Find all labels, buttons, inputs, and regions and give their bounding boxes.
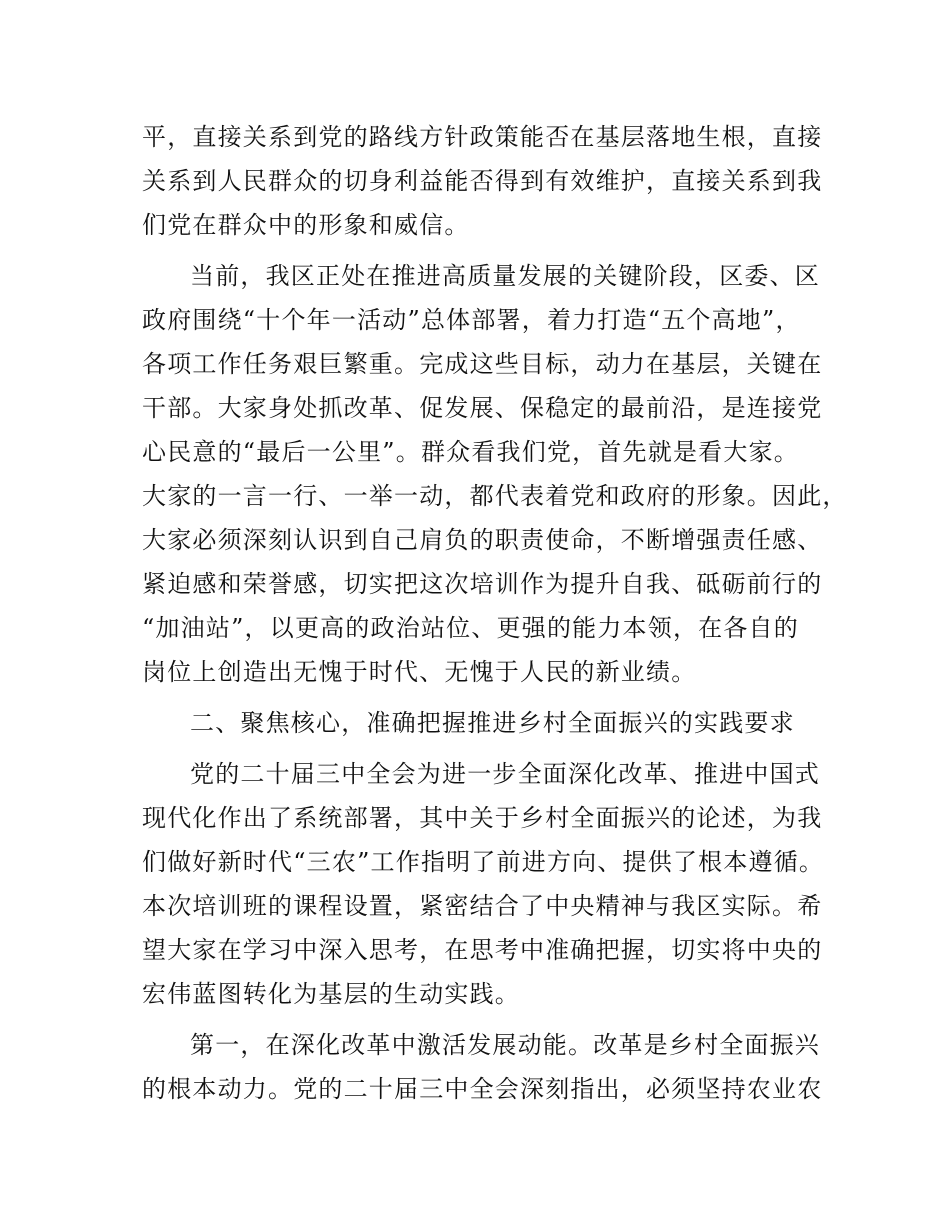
text-line: 当前，我区正处在推进高质量发展的关键阶段，区委、区 [190,262,820,290]
text-line: 第一，在深化改革中激活发展动能。改革是乡村全面振兴 [190,1031,820,1059]
text-line: 的根本动力。党的二十届三中全会深刻指出，必须坚持农业农 [142,1075,823,1103]
section-heading: 二、聚焦核心，准确把握推进乡村全面振兴的实践要求 [190,709,795,737]
text-line: 党的二十届三中全会为进一步全面深化改革、推进中国式 [190,760,820,788]
text-line: 关系到人民群众的切身利益能否得到有效维护，直接关系到我 [142,167,823,195]
text-line: 各项工作任务艰巨繁重。完成这些目标，动力在基层，关键在 [142,350,823,378]
text-line: 干部。大家身处抓改革、促发展、保稳定的最前沿，是连接党 [142,394,823,422]
text-line: 心民意的“最后一公里”。群众看我们党，首先就是看大家。 [142,438,799,466]
text-line: 大家必须深刻认识到自己肩负的职责使命，不断增强责任感、 [142,526,823,554]
text-line: 们做好新时代“三农”工作指明了前进方向、提供了根本遵循。 [142,848,825,876]
text-line: 大家的一言一行、一举一动，都代表着党和政府的形象。因此， [142,482,848,510]
text-line: 本次培训班的课程设置，紧密结合了中央精神与我区实际。希 [142,892,823,920]
text-line: 政府围绕“十个年一活动”总体部署，着力打造“五个高地”， [142,306,801,334]
text-line: 紧迫感和荣誉感，切实把这次培训作为提升自我、砥砺前行的 [142,570,823,598]
text-line: 们党在群众中的形象和威信。 [142,211,470,239]
text-line: 现代化作出了系统部署，其中关于乡村全面振兴的论述，为我 [142,804,823,832]
text-line: 望大家在学习中深入思考，在思考中准确把握，切实将中央的 [142,936,823,964]
text-line: 宏伟蓝图转化为基层的生动实践。 [142,980,520,1008]
text-line: “加油站”，以更高的政治站位、更强的能力本领，在各自的 [142,614,799,642]
text-line: 岗位上创造出无愧于时代、无愧于人民的新业绩。 [142,658,697,686]
text-line: 平，直接关系到党的路线方针政策能否在基层落地生根，直接 [142,123,823,151]
